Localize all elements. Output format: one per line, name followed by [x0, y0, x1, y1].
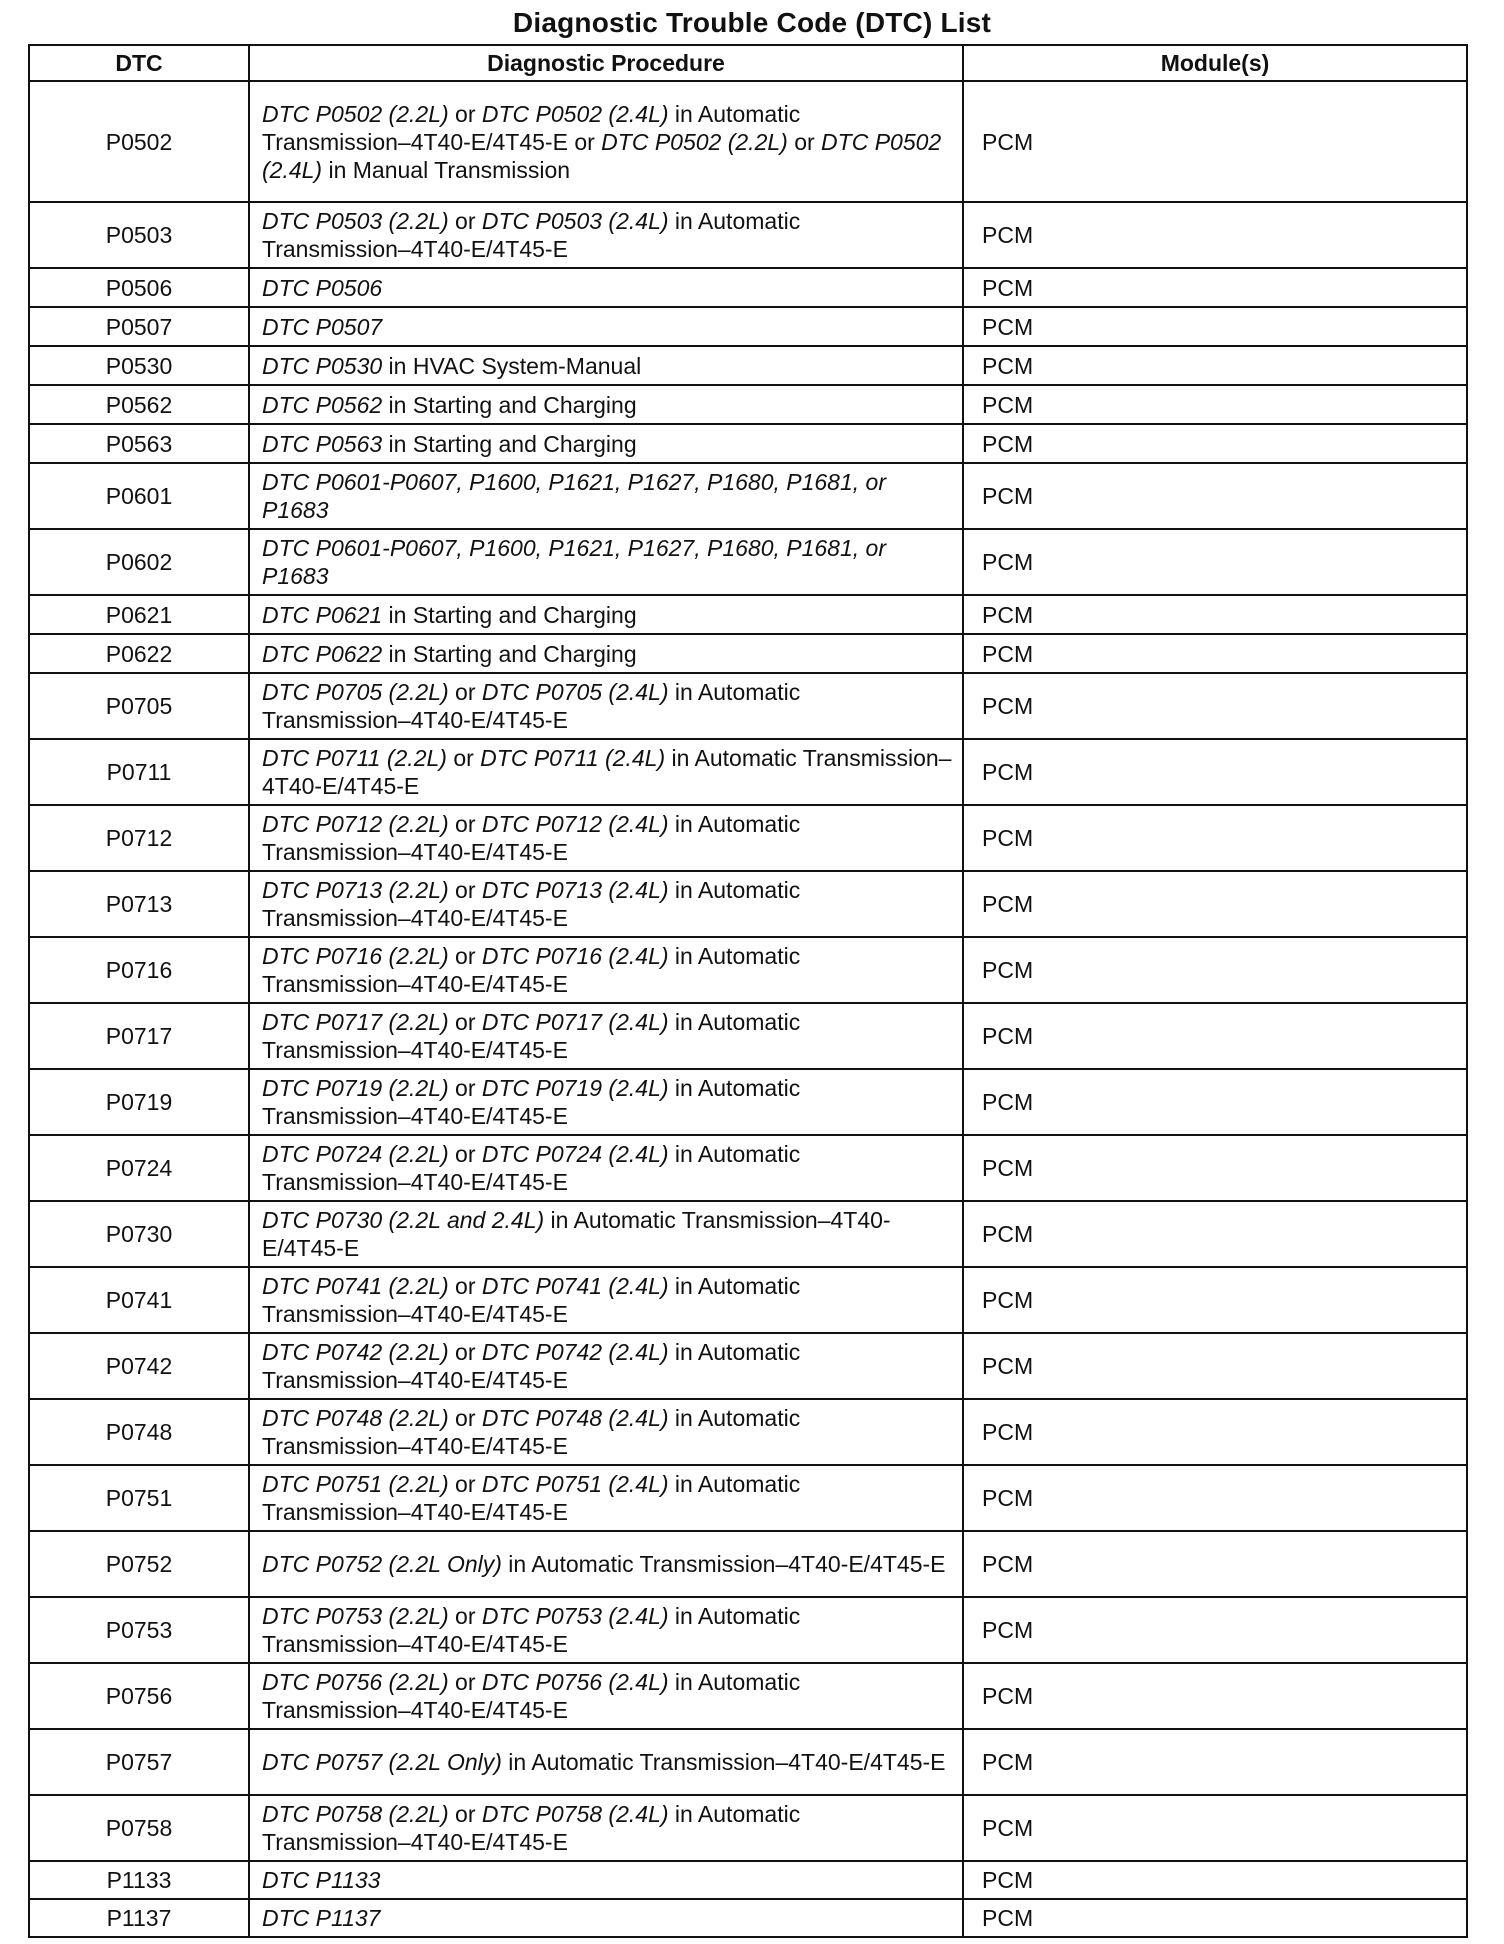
table-row [29, 1663, 1467, 1729]
procedure-reference: DTC P0503 (2.2L) [262, 208, 449, 234]
module-cell: PCM [963, 1597, 1467, 1663]
procedure-text: in Automatic Transmission–4T40-E/4T45-E [262, 1471, 801, 1525]
table-row [29, 268, 1467, 307]
dtc-table [28, 44, 1468, 1938]
procedure-reference: DTC P0502 (2.2L) [601, 128, 788, 155]
dtc-code-cell: P0741 [29, 1267, 249, 1333]
table-row [29, 1069, 1467, 1135]
table-row [29, 1201, 1467, 1267]
module-cell: PCM [963, 1333, 1467, 1399]
table-row [29, 1333, 1467, 1399]
procedure-reference: DTC P0705 (2.4L) [481, 679, 669, 705]
procedure-reference: DTC P0711 (2.4L) [480, 745, 666, 771]
procedure-reference: DTC P0758 (2.2L) [262, 1801, 449, 1827]
dtc-code-cell: P0752 [29, 1531, 249, 1597]
procedure-text: or [448, 1141, 482, 1167]
procedure-reference: DTC P0601-P0607, P1600, P1621, P1627, P1680, P1681, or P1683 [262, 469, 886, 523]
procedure-text: in Automatic Transmission–4T40-E/4T45-E [262, 1207, 891, 1261]
table-row [29, 634, 1467, 673]
procedure-reference: DTC P0751 (2.2L) [262, 1471, 449, 1497]
dtc-code-cell: P0756 [29, 1663, 249, 1729]
table-row [29, 424, 1467, 463]
table-row [29, 1003, 1467, 1069]
module-cell: PCM [963, 81, 1467, 202]
dtc-code-cell: P0713 [29, 871, 249, 937]
procedure-reference: DTC P0716 (2.2L) [262, 943, 449, 969]
procedure-text: in Automatic Transmission–4T40-E/4T45-E [262, 811, 801, 865]
table-row [29, 346, 1467, 385]
procedure-text: or [448, 679, 482, 705]
procedure-text: in Automatic Transmission–4T40-E/4T45-E [262, 1669, 801, 1723]
procedure-text: or [448, 877, 482, 903]
procedure-reference: DTC P0757 (2.2L Only) [262, 1749, 502, 1775]
dtc-code-cell: P0530 [29, 346, 249, 385]
module-cell: PCM [963, 595, 1467, 634]
diagnostic-procedure-cell [249, 937, 963, 1003]
procedure-reference: DTC P0502 (2.4L) [481, 100, 669, 127]
procedure-reference: DTC P0717 (2.4L) [481, 1009, 669, 1035]
table-row [29, 529, 1467, 595]
dtc-code-cell: P0751 [29, 1465, 249, 1531]
module-cell: PCM [963, 739, 1467, 805]
table-row [29, 1399, 1467, 1465]
procedure-text: in Automatic Transmission–4T40-E/4T45-E [262, 1339, 801, 1393]
dtc-code-cell: P0753 [29, 1597, 249, 1663]
procedure-reference: DTC P0742 (2.2L) [262, 1339, 449, 1365]
procedure-text: or [448, 811, 482, 837]
diagnostic-procedure-cell [249, 871, 963, 937]
procedure-text: in Automatic Transmission–4T40-E/4T45-E [262, 1141, 801, 1195]
module-cell: PCM [963, 385, 1467, 424]
diagnostic-procedure-cell [249, 1465, 963, 1531]
procedure-reference: DTC P0753 (2.2L) [262, 1603, 449, 1629]
page-title: Diagnostic Trouble Code (DTC) List [512, 7, 992, 38]
dtc-code-cell: P0705 [29, 673, 249, 739]
diagnostic-procedure-cell [249, 673, 963, 739]
table-header-row [29, 45, 1467, 81]
diagnostic-procedure-cell [249, 1399, 963, 1465]
module-cell: PCM [963, 268, 1467, 307]
dtc-code-cell: P0717 [29, 1003, 249, 1069]
diagnostic-procedure-cell [249, 1135, 963, 1201]
procedure-reference: DTC P0751 (2.4L) [481, 1471, 669, 1497]
procedure-text: in Automatic Transmission–4T40-E/4T45-E [262, 1273, 801, 1327]
dtc-code-cell: P0502 [29, 81, 249, 202]
procedure-reference: DTC P0601-P0607, P1600, P1621, P1627, P1680, P1681, or P1683 [262, 535, 886, 589]
procedure-reference: DTC P0730 (2.2L and 2.4L) [262, 1207, 545, 1233]
diagnostic-procedure-cell [249, 268, 963, 307]
table-row [29, 1135, 1467, 1201]
diagnostic-procedure-cell [249, 1663, 963, 1729]
diagnostic-procedure-cell [249, 805, 963, 871]
table-row [29, 1795, 1467, 1861]
procedure-text: or [448, 1075, 482, 1101]
procedure-reference: DTC P0530 [262, 352, 383, 379]
table-row [29, 1531, 1467, 1597]
procedure-text: in Automatic Transmission–4T40-E/4T45-E [262, 877, 801, 931]
procedure-text: in Automatic Transmission–4T40-E/4T45-E [262, 208, 801, 262]
procedure-text: in Automatic Transmission–4T40-E/4T45-E [262, 1801, 801, 1855]
module-cell: PCM [963, 937, 1467, 1003]
procedure-reference: DTC P0752 (2.2L Only) [262, 1551, 502, 1577]
procedure-reference: DTC P0713 (2.4L) [481, 877, 669, 903]
diagnostic-procedure-cell [249, 202, 963, 268]
procedure-reference: DTC P0506 [262, 274, 383, 301]
diagnostic-procedure-cell [249, 1795, 963, 1861]
procedure-text: in Automatic Transmission–4T40-E/4T45-E [262, 1405, 801, 1459]
table-row [29, 1861, 1467, 1899]
dtc-code-cell: P0563 [29, 424, 249, 463]
column-header-modules: Module(s) [963, 45, 1467, 81]
dtc-code-cell: P1137 [29, 1899, 249, 1937]
module-cell: PCM [963, 1861, 1467, 1899]
dtc-code-cell: P0748 [29, 1399, 249, 1465]
procedure-reference: DTC P0724 (2.4L) [481, 1141, 669, 1167]
table-row [29, 673, 1467, 739]
table-row [29, 937, 1467, 1003]
module-cell: PCM [963, 1465, 1467, 1531]
module-cell: PCM [963, 463, 1467, 529]
dtc-code-cell: P0716 [29, 937, 249, 1003]
procedure-reference: DTC P0563 [262, 430, 383, 457]
dtc-code-cell: P0757 [29, 1729, 249, 1795]
module-cell: PCM [963, 1663, 1467, 1729]
procedure-reference: DTC P0756 (2.2L) [262, 1669, 449, 1695]
dtc-code-cell: P0742 [29, 1333, 249, 1399]
procedure-text: in HVAC System-Manual [382, 352, 642, 379]
procedure-reference: DTC P0742 (2.4L) [481, 1339, 669, 1365]
module-cell: PCM [963, 634, 1467, 673]
module-cell: PCM [963, 1135, 1467, 1201]
table-row [29, 1597, 1467, 1663]
diagnostic-procedure-cell [249, 1861, 963, 1899]
procedure-reference: DTC P0719 (2.2L) [262, 1075, 449, 1101]
procedure-text: or [448, 1471, 482, 1497]
procedure-reference: DTC P0741 (2.4L) [481, 1273, 669, 1299]
procedure-reference: DTC P0741 (2.2L) [262, 1273, 449, 1299]
procedure-reference: DTC P0705 (2.2L) [262, 679, 449, 705]
procedure-reference: DTC P0758 (2.4L) [481, 1801, 669, 1827]
procedure-text: or [448, 943, 482, 969]
table-row [29, 871, 1467, 937]
table-row [29, 202, 1467, 268]
procedure-reference: DTC P1137 [262, 1905, 381, 1931]
procedure-text: in Starting and Charging [382, 430, 637, 457]
diagnostic-procedure-cell [249, 1201, 963, 1267]
module-cell: PCM [963, 1795, 1467, 1861]
dtc-code-cell: P0711 [29, 739, 249, 805]
diagnostic-procedure-cell [249, 1531, 963, 1597]
procedure-text: or [446, 745, 481, 771]
module-cell: PCM [963, 1729, 1467, 1795]
module-cell: PCM [963, 1899, 1467, 1937]
module-cell: PCM [963, 805, 1467, 871]
diagnostic-procedure-cell [249, 307, 963, 346]
diagnostic-procedure-cell [249, 463, 963, 529]
module-cell: PCM [963, 1201, 1467, 1267]
procedure-text: in Automatic Transmission–4T40-E/4T45-E [262, 745, 952, 799]
diagnostic-procedure-cell [249, 595, 963, 634]
procedure-text: in Automatic Transmission–4T40-E/4T45-E [262, 1075, 801, 1129]
module-cell: PCM [963, 673, 1467, 739]
procedure-text: or [448, 1603, 482, 1629]
table-row [29, 385, 1467, 424]
diagnostic-procedure-cell [249, 1729, 963, 1795]
procedure-reference: DTC P0713 (2.2L) [262, 877, 449, 903]
procedure-text: or [448, 1669, 482, 1695]
procedure-reference: DTC P0756 (2.4L) [481, 1669, 669, 1695]
module-cell: PCM [963, 1399, 1467, 1465]
dtc-code-cell: P0724 [29, 1135, 249, 1201]
diagnostic-procedure-cell [249, 424, 963, 463]
procedure-reference: DTC P0621 [262, 601, 383, 628]
table-row [29, 805, 1467, 871]
dtc-code-cell: P0712 [29, 805, 249, 871]
dtc-code-cell: P0506 [29, 268, 249, 307]
diagnostic-procedure-cell [249, 1069, 963, 1135]
table-row [29, 463, 1467, 529]
table-row [29, 81, 1467, 202]
procedure-text: or [448, 1801, 482, 1827]
module-cell: PCM [963, 346, 1467, 385]
table-row [29, 307, 1467, 346]
procedure-reference: DTC P0502 (2.4L) [262, 128, 942, 183]
dtc-code-cell: P0719 [29, 1069, 249, 1135]
procedure-reference: DTC P0724 (2.2L) [262, 1141, 449, 1167]
procedure-reference: DTC P0753 (2.4L) [481, 1603, 669, 1629]
diagnostic-procedure-cell [249, 739, 963, 805]
procedure-text: in Automatic Transmission–4T40-E/4T45-E or [262, 100, 801, 155]
dtc-code-cell: P0730 [29, 1201, 249, 1267]
procedure-reference: DTC P0711 (2.2L) [262, 745, 447, 771]
module-cell: PCM [963, 1003, 1467, 1069]
diagnostic-procedure-cell [249, 81, 963, 202]
procedure-text: in Starting and Charging [382, 391, 637, 418]
module-cell: PCM [963, 1267, 1467, 1333]
procedure-text: or [448, 1405, 482, 1431]
module-cell: PCM [963, 529, 1467, 595]
column-header-procedure: Diagnostic Procedure [249, 45, 963, 81]
diagnostic-procedure-cell [249, 346, 963, 385]
diagnostic-procedure-cell [249, 529, 963, 595]
procedure-text: in Manual Transmission [322, 156, 571, 183]
procedure-reference: DTC P0507 [262, 313, 383, 340]
procedure-reference: DTC P1133 [262, 1867, 381, 1893]
dtc-code-cell: P0758 [29, 1795, 249, 1861]
procedure-reference: DTC P0748 (2.4L) [481, 1405, 669, 1431]
table-row [29, 1729, 1467, 1795]
procedure-text: or [448, 100, 482, 127]
dtc-code-cell: P0507 [29, 307, 249, 346]
procedure-reference: DTC P0503 (2.4L) [481, 208, 669, 234]
diagnostic-procedure-cell [249, 385, 963, 424]
procedure-text: or [787, 128, 822, 155]
procedure-text: in Automatic Transmission–4T40-E/4T45-E [262, 1603, 801, 1657]
table-row [29, 1465, 1467, 1531]
procedure-reference: DTC P0717 (2.2L) [262, 1009, 449, 1035]
diagnostic-procedure-cell [249, 1333, 963, 1399]
procedure-text: or [448, 208, 482, 234]
procedure-text: in Automatic Transmission–4T40-E/4T45-E [501, 1551, 946, 1577]
procedure-reference: DTC P0716 (2.4L) [481, 943, 669, 969]
procedure-reference: DTC P0712 (2.4L) [481, 811, 669, 837]
table-row [29, 595, 1467, 634]
procedure-text: in Starting and Charging [382, 640, 637, 667]
procedure-reference: DTC P0712 (2.2L) [262, 811, 449, 837]
procedure-text: or [448, 1009, 482, 1035]
procedure-text: in Automatic Transmission–4T40-E/4T45-E [262, 943, 801, 997]
module-cell: PCM [963, 1531, 1467, 1597]
procedure-text: in Automatic Transmission–4T40-E/4T45-E [262, 679, 801, 733]
diagnostic-procedure-cell [249, 1267, 963, 1333]
module-cell: PCM [963, 424, 1467, 463]
table-row [29, 1899, 1467, 1937]
diagnostic-procedure-cell [249, 634, 963, 673]
procedure-text: or [448, 1273, 482, 1299]
procedure-text: or [448, 1339, 482, 1365]
procedure-reference: DTC P0622 [262, 640, 383, 667]
diagnostic-procedure-cell [249, 1003, 963, 1069]
column-header-dtc: DTC [29, 45, 249, 81]
module-cell: PCM [963, 202, 1467, 268]
dtc-code-cell: P0503 [29, 202, 249, 268]
procedure-reference: DTC P0502 (2.2L) [262, 100, 449, 127]
table-row [29, 739, 1467, 805]
diagnostic-procedure-cell [249, 1597, 963, 1663]
dtc-code-cell: P0601 [29, 463, 249, 529]
procedure-text: in Automatic Transmission–4T40-E/4T45-E [501, 1749, 946, 1775]
module-cell: PCM [963, 307, 1467, 346]
dtc-code-cell: P0621 [29, 595, 249, 634]
diagnostic-procedure-cell [249, 1899, 963, 1937]
procedure-text: in Automatic Transmission–4T40-E/4T45-E [262, 1009, 801, 1063]
dtc-code-cell: P0622 [29, 634, 249, 673]
procedure-reference: DTC P0562 [262, 391, 383, 418]
dtc-code-cell: P1133 [29, 1861, 249, 1899]
procedure-reference: DTC P0748 (2.2L) [262, 1405, 449, 1431]
dtc-code-cell: P0562 [29, 385, 249, 424]
module-cell: PCM [963, 1069, 1467, 1135]
dtc-code-cell: P0602 [29, 529, 249, 595]
module-cell: PCM [963, 871, 1467, 937]
procedure-text: in Starting and Charging [382, 601, 637, 628]
table-row [29, 1267, 1467, 1333]
procedure-reference: DTC P0719 (2.4L) [481, 1075, 669, 1101]
